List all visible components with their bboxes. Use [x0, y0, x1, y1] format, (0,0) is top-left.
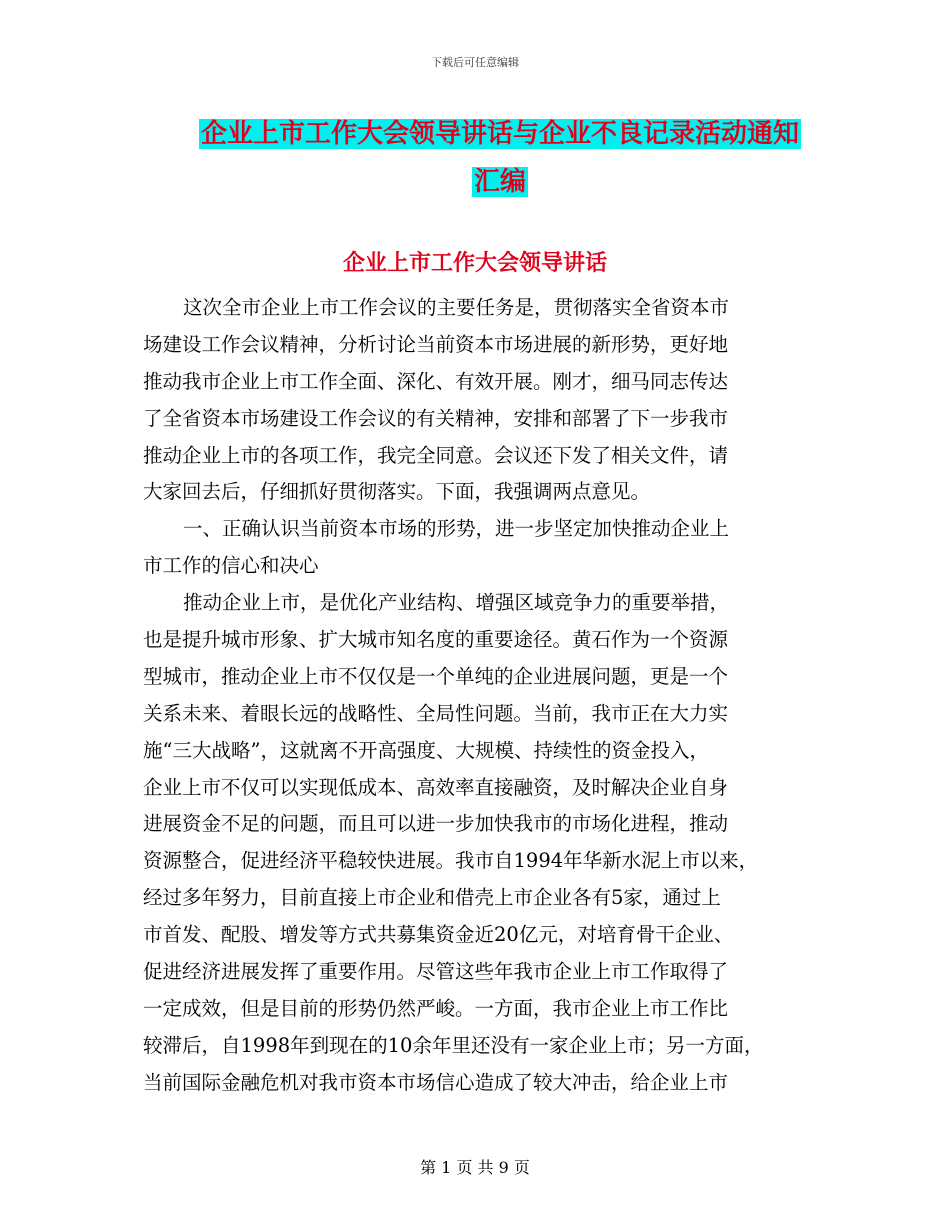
- body-line: 关系未来、着眼长远的战略性、全局性问题。当前，我市正在大力实: [143, 701, 729, 725]
- document-title: [120, 110, 880, 206]
- body-line: 型城市，推动企业上市不仅仅是一个单纯的企业进展问题，更是一个: [143, 664, 729, 688]
- body-line: 推动企业上市，是优化产业结构、增强区域竞争力的重要举措，: [183, 591, 730, 615]
- body-line: 经过多年努力，目前直接上市企业和借壳上市企业各有5家，通过上: [143, 886, 721, 910]
- page-number: 第 1 页 共 9 页: [420, 1158, 530, 1177]
- body-line: 推动我市企业上市工作全面、深化、有效开展。刚才，细马同志传达: [143, 369, 729, 393]
- body-line: 市首发、配股、增发等方式共募集资金近20亿元，对培育骨干企业、: [143, 923, 734, 947]
- body-line: 较滞后，自1998年到现在的10余年里还没有一家企业上市；另一方面，: [143, 1033, 764, 1057]
- body-line: 也是提升城市形象、扩大城市知名度的重要途径。黄石作为一个资源: [143, 628, 729, 652]
- body-line: 施“三大战略”，这就离不开高强度、大规模、持续性的资金投入，: [143, 738, 709, 762]
- body-text: [143, 290, 813, 1102]
- body-line: 进展资金不足的问题，而且可以进一步加快我市的市场化进程，推动: [143, 812, 729, 836]
- body-line: 场建设工作会议精神，分析讨论当前资本市场进展的新形势，更好地: [143, 332, 729, 356]
- body-line: 一、正确认识当前资本市场的形势，进一步坚定加快推动企业上: [183, 517, 730, 541]
- section-title: 企业上市工作大会领导讲话: [342, 250, 607, 276]
- body-line: 了全省资本市场建设工作会议的有关精神，安排和部署了下一步我市: [143, 406, 729, 430]
- body-line: 当前国际金融危机对我市资本市场信心造成了较大冲击，给企业上市: [143, 1070, 729, 1094]
- body-line: 促进经济进展发挥了重要作用。尽管这些年我市企业上市工作取得了: [143, 960, 729, 984]
- body-line: 推动企业上市的各项工作，我完全同意。会议还下发了相关文件，请: [143, 443, 729, 467]
- body-line: 一定成效，但是目前的形势仍然严峻。一方面，我市企业上市工作比: [143, 996, 729, 1020]
- header-note: 下载后可任意编辑: [431, 56, 519, 69]
- title-line-2: 汇编: [473, 167, 526, 197]
- body-line: 资源整合，促进经济平稳较快进展。我市自1994年华新水泥上市以来，: [143, 849, 759, 873]
- body-line: 大家回去后，仔细抓好贯彻落实。下面，我强调两点意见。: [143, 480, 651, 504]
- body-line: 企业上市不仅可以实现低成本、高效率直接融资，及时解决企业自身: [143, 775, 729, 799]
- body-line: 市工作的信心和决心: [143, 554, 319, 578]
- title-line-1: 企业上市工作大会领导讲话与企业不良记录活动通知: [200, 119, 799, 149]
- body-line: 这次全市企业上市工作会议的主要任务是，贯彻落实全省资本市: [183, 296, 730, 319]
